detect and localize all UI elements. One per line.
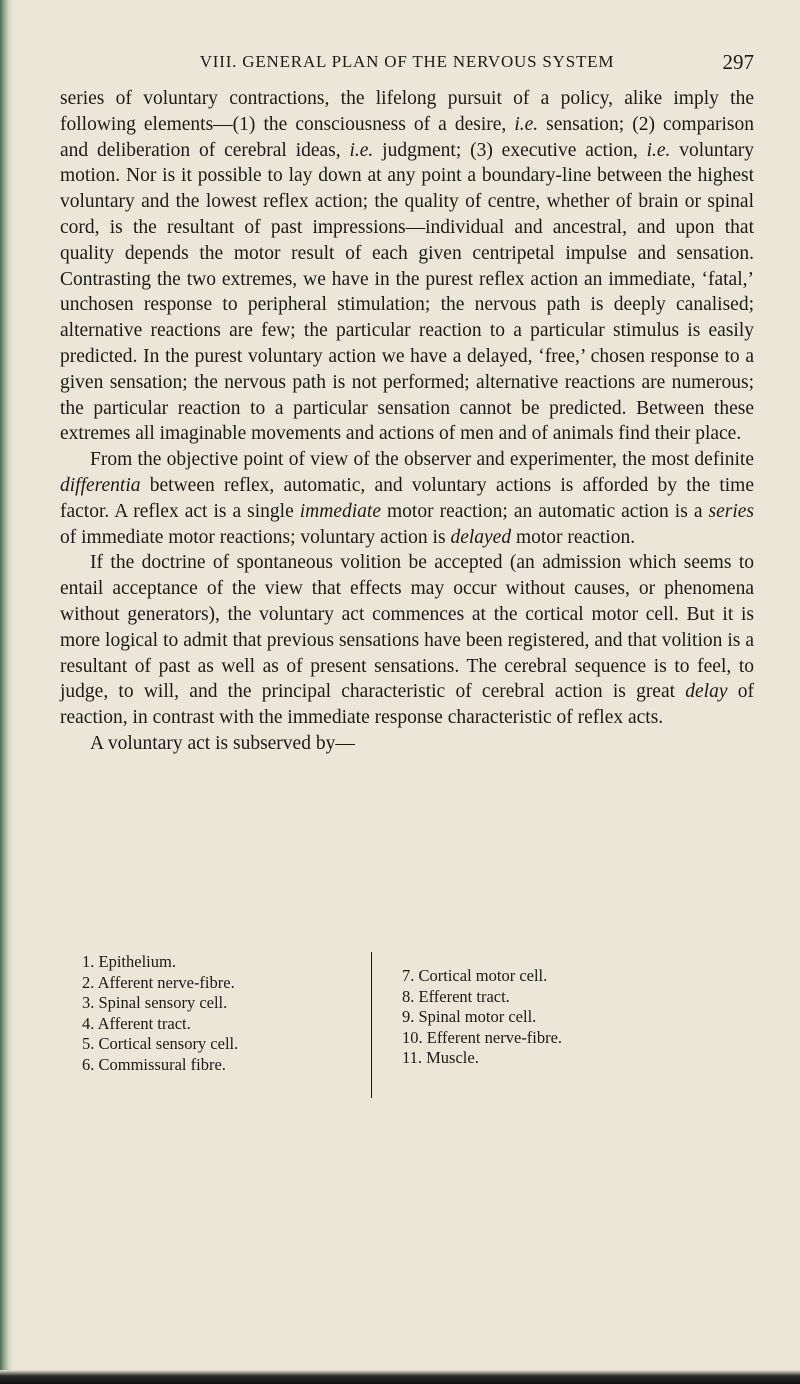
- italic-text: i.e.: [646, 139, 671, 161]
- italic-text: differentia: [60, 474, 141, 496]
- structures-list-right-column: [402, 966, 702, 1069]
- text-run: series of voluntary contractions, the lifelong pursuit of a policy, alike imply the following elements—(1) the consciousness of a desire,: [60, 88, 754, 135]
- paragraph: [60, 731, 754, 757]
- italic-text: delay: [685, 681, 728, 703]
- text-run: A voluntary act is subserved by—: [90, 732, 355, 754]
- page-bottom-edge: [0, 1370, 800, 1384]
- list-item: 1. Epithelium.: [82, 952, 176, 971]
- italic-text: series: [708, 500, 754, 522]
- text-run: of reaction, in contrast with the immediate response characteristic of reflex acts.: [60, 681, 754, 729]
- list-item: 2. Afferent nerve-fibre.: [82, 972, 235, 992]
- text-run: judgment; (3) executive action,: [373, 139, 647, 161]
- text-run: between reflex, automatic, and voluntary actions is afforded by the time factor. A reflex act is a single: [60, 474, 754, 522]
- page-binding-edge: [0, 0, 14, 1384]
- list-item: 3. Spinal sensory cell.: [82, 993, 228, 1013]
- paragraph: [60, 86, 754, 447]
- italic-text: i.e.: [349, 139, 374, 161]
- body-text: [60, 86, 754, 757]
- list-item: 7. Cortical motor cell.: [402, 966, 548, 985]
- list-item: 10. Efferent nerve-fibre.: [402, 1027, 563, 1047]
- list-item: 5. Cortical sensory cell.: [82, 1034, 239, 1054]
- text-run: motor reaction.: [511, 526, 636, 548]
- italic-text: i.e.: [514, 113, 539, 135]
- text-run: motor reaction; an automatic action is a: [380, 500, 709, 522]
- text-run: If the doctrine of spontaneous volition be accepted (an admission which seems to entail acceptance of the view that effects may occur without causes, or phenomena without generators), the voluntary act commences at the cortical motor cell. But it is more logical to admit that previous sensations have been registered, and that volition is a resultant of past as well as of present sensations. The cerebral sequence is to feel, to judge, to will, and the principal characteristic of cerebral action is great: [60, 552, 754, 703]
- paragraph: [60, 447, 754, 550]
- column-divider: [371, 952, 372, 1098]
- paragraph: [60, 550, 754, 731]
- structures-list-left-column: [82, 952, 362, 1076]
- text-run: From the objective point of view of the observer and experimenter, the most definite: [90, 449, 754, 471]
- list-item: 9. Spinal motor cell.: [402, 1007, 537, 1027]
- running-head: [60, 50, 754, 74]
- list-item: 4. Afferent tract.: [82, 1013, 191, 1033]
- running-title: VIII. GENERAL PLAN OF THE NERVOUS SYSTEM: [199, 52, 615, 71]
- text-run: sensation; (2) comparison and deliberation of cerebral ideas,: [60, 113, 754, 161]
- structures-list: [82, 952, 722, 1098]
- list-item: 6. Commissural fibre.: [82, 1054, 226, 1074]
- italic-text: delayed: [450, 526, 512, 548]
- text-run: voluntary motion. Nor is it possible to lay down at any point a boundary-line between the highest voluntary and the lowest reflex action; the quality of centre, whether of brain or spinal cord, is the resultant of past impressions—individual and ancestral, and upon that quality depends the motor result of each given centripetal impulse and sensation. Contrasting the two extremes, we have in the purest reflex action an immediate, ‘fatal,’ unchosen response to peripheral stimulation; the nervous path is deeply canalised; alternative reactions are few; the particular reaction to a particular stimulus is easily predicted. In the purest voluntary action we have a delayed, ‘free,’ chosen response to a given sensation; the nervous path is not performed; alternative reactions are numerous; the particular reaction to a particular sensation cannot be predicted. Between these extremes all imaginable movements and actions of men and of animals find their place.: [60, 139, 755, 445]
- italic-text: immediate: [299, 500, 381, 522]
- page-number: 297: [722, 50, 754, 74]
- list-item: 11. Muscle.: [402, 1048, 479, 1068]
- text-run: of immediate motor reactions; voluntary action is: [60, 526, 451, 548]
- list-item: 8. Efferent tract.: [402, 986, 510, 1006]
